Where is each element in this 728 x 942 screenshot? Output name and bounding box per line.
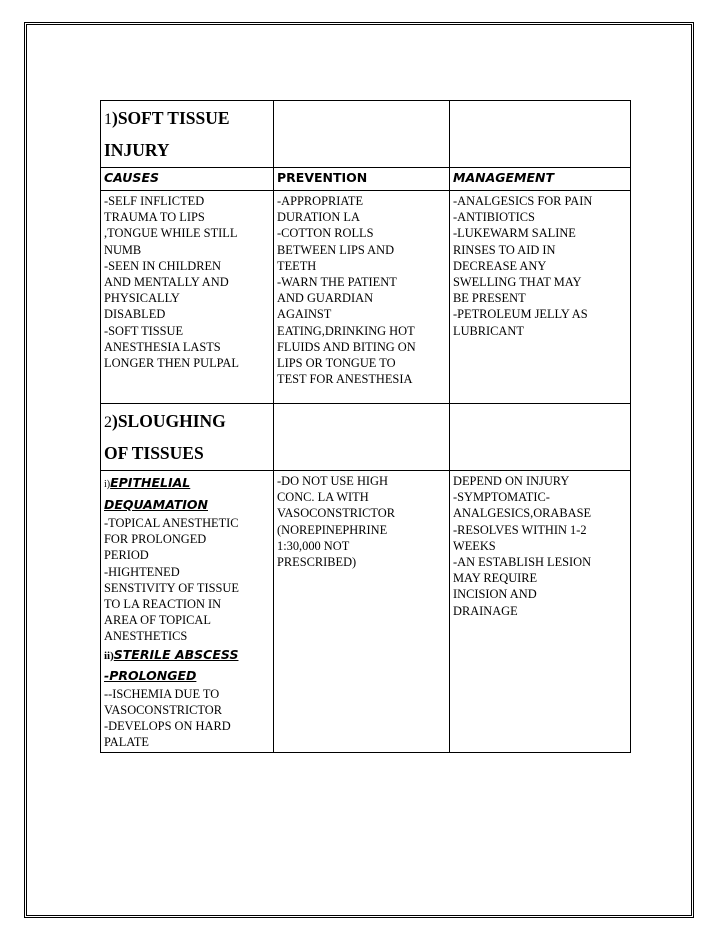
- row2-prevention-line: CONC. LA WITH: [277, 490, 369, 505]
- row1-causes-line: ,TONGUE WHILE STILL: [104, 226, 238, 241]
- row2-causes-line: PERIOD: [104, 548, 149, 563]
- row2-causes-line: SENSTIVITY OF TISSUE: [104, 580, 239, 595]
- section1-title-line1: 1)SOFT TISSUE: [104, 108, 230, 128]
- header-row: [101, 168, 631, 191]
- row2-management-line: DEPEND ON INJURY: [453, 474, 570, 488]
- sub1-heading-line2: DEQUAMATION: [104, 497, 208, 512]
- row2-management-line: -RESOLVES WITHIN 1-2: [453, 522, 587, 537]
- row2-causes-line: AREA OF TOPICAL: [104, 613, 211, 628]
- row1-management-line: RINSES TO AID IN: [453, 242, 556, 257]
- row1-prevention-line: EATING,DRINKING HOT: [277, 323, 415, 338]
- section2-title-line2: OF TISSUES: [104, 443, 204, 463]
- row2-management-line: -AN ESTABLISH LESION: [453, 555, 592, 570]
- row1-causes-line: TRAUMA TO LIPS: [104, 210, 205, 225]
- sub1-heading-line1: i)EPITHELIAL: [104, 475, 191, 490]
- section2-title-line1: 2)SLOUGHING: [104, 411, 226, 431]
- row2-management-line: WEEKS: [453, 538, 496, 553]
- row1-management-line: -ANTIBIOTICS: [453, 210, 535, 225]
- row1-causes-line: PHYSICALLY: [104, 291, 180, 306]
- row1-prevention-line: FLUIDS AND BITING ON: [277, 339, 416, 354]
- row1-causes-line: NUMB: [104, 242, 142, 257]
- row2-causes-line: PALATE: [104, 735, 149, 750]
- row1-causes-line: ANESTHESIA LASTS: [104, 339, 221, 354]
- row2-management-cell: [450, 471, 631, 753]
- row2-causes-line: VASOCONSTRICTOR: [104, 702, 222, 717]
- row2-causes-line: TO LA REACTION IN: [104, 597, 222, 612]
- row1-prevention-line: -APPROPRIATE: [277, 194, 364, 208]
- sub2-heading-line2: -PROLONGED: [104, 667, 197, 683]
- header-causes-cell: [101, 168, 274, 191]
- row2-causes-cell: [101, 471, 274, 753]
- row1-prevention-line: TEST FOR ANESTHESIA: [277, 372, 413, 387]
- section1-title-row: [101, 101, 631, 168]
- header-management: MANAGEMENT: [453, 170, 555, 185]
- row1-causes-line: -SELF INFLICTED: [104, 194, 205, 208]
- row1-causes-line: -SEEN IN CHILDREN: [104, 258, 222, 273]
- row2: [101, 471, 631, 753]
- row2-prevention-line: 1:30,000 NOT: [277, 538, 350, 553]
- section1-empty-cell-2: [274, 101, 450, 168]
- section2-title-cell: [101, 404, 274, 471]
- row1-management-line: BE PRESENT: [453, 291, 526, 306]
- row2-prevention-line: (NOREPINEPHRINE: [277, 522, 388, 537]
- row1-prevention-cell: [274, 191, 450, 404]
- row2-causes-line: -TOPICAL ANESTHETIC: [104, 516, 239, 530]
- row1-prevention-line: -COTTON ROLLS: [277, 226, 374, 241]
- row1-management-line: DECREASE ANY: [453, 258, 547, 273]
- row1-prevention-line: AGAINST: [277, 307, 332, 322]
- row2-management-line: MAY REQUIRE: [453, 571, 538, 586]
- row1-causes-line: LONGER THEN PULPAL: [104, 356, 239, 371]
- row1-prevention-line: BETWEEN LIPS AND: [277, 242, 395, 257]
- row2-prevention-line: VASOCONSTRICTOR: [277, 506, 395, 521]
- row1-causes-line: -SOFT TISSUE: [104, 323, 184, 338]
- complications-table: [100, 100, 631, 753]
- section1-title-cell: [101, 101, 274, 168]
- row2-causes-line: --ISCHEMIA DUE TO: [104, 686, 220, 701]
- section1-empty-cell-3: [450, 101, 631, 168]
- row1-prevention-line: -WARN THE PATIENT: [277, 275, 397, 290]
- row1-management-line: -ANALGESICS FOR PAIN: [453, 194, 593, 208]
- header-management-cell: [450, 168, 631, 191]
- row2-management-line: DRAINAGE: [453, 603, 518, 618]
- row2-causes-line: -HIGHTENED: [104, 564, 180, 579]
- sub2-heading-line1: ii)STERILE ABSCESS: [104, 646, 239, 662]
- row2-prevention-line: PRESCRIBED): [277, 555, 357, 570]
- section2-empty-cell-3: [450, 404, 631, 471]
- row1-management-line: -PETROLEUM JELLY AS: [453, 307, 588, 322]
- row1-management-line: SWELLING THAT MAY: [453, 275, 582, 290]
- section1-title-line2: INJURY: [104, 140, 170, 160]
- row2-prevention-line: -DO NOT USE HIGH: [277, 474, 388, 488]
- section2-title-row: [101, 404, 631, 471]
- row2-causes-line: ANESTHETICS: [104, 629, 188, 644]
- row1-management-line: -LUKEWARM SALINE: [453, 226, 576, 241]
- row1-prevention-line: AND GUARDIAN: [277, 291, 374, 306]
- row1: [101, 191, 631, 404]
- row2-causes-line: -DEVELOPS ON HARD: [104, 719, 231, 734]
- row1-prevention-line: LIPS OR TONGUE TO: [277, 356, 396, 371]
- row1-causes-line: AND MENTALLY AND: [104, 275, 229, 290]
- row1-management-cell: [450, 191, 631, 404]
- row1-management-line: LUBRICANT: [453, 323, 524, 338]
- header-prevention: PREVENTION: [277, 170, 368, 185]
- section2-empty-cell-2: [274, 404, 450, 471]
- row2-management-line: ANALGESICS,ORABASE: [453, 506, 592, 521]
- row2-management-line: -SYMPTOMATIC-: [453, 490, 550, 505]
- header-causes: CAUSES: [104, 170, 159, 185]
- row1-prevention-line: DURATION LA: [277, 210, 360, 225]
- row2-management-line: INCISION AND: [453, 587, 537, 602]
- row1-prevention-line: TEETH: [277, 258, 317, 273]
- header-prevention-cell: [274, 168, 450, 191]
- row2-prevention-cell: [274, 471, 450, 753]
- row2-causes-line: FOR PROLONGED: [104, 532, 207, 547]
- row1-causes-cell: [101, 191, 274, 404]
- row1-causes-line: DISABLED: [104, 307, 166, 322]
